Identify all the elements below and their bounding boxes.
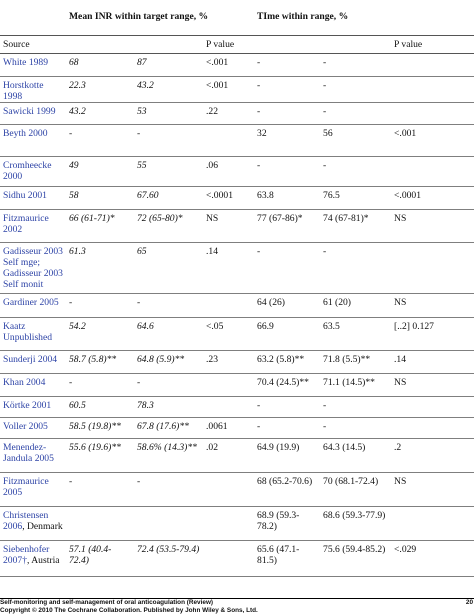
study-link[interactable]: Siebenhofer 2007†: [3, 543, 50, 566]
study-cell[interactable]: [0, 53, 66, 76]
pvalue-2-cell: NS: [391, 209, 474, 242]
header-pvalue-2: P value: [391, 35, 474, 53]
pvalue-1-cell: [203, 540, 254, 576]
value-c-cell: 77 (67-86)*: [254, 209, 320, 242]
value-c-cell: -: [254, 102, 320, 124]
value-a-cell: [66, 506, 134, 540]
pvalue-2-cell: [391, 53, 474, 76]
pvalue-1-cell: .22: [203, 102, 254, 124]
study-cell[interactable]: [0, 186, 66, 209]
header-source: Source: [0, 35, 66, 53]
study-link[interactable]: Sunderji 2004: [3, 353, 58, 365]
value-a-cell: 58.5 (19.8)**: [66, 417, 134, 438]
pvalue-1-cell: .0061: [203, 417, 254, 438]
value-a-cell: 43.2: [66, 102, 134, 124]
value-c-cell: 63.8: [254, 186, 320, 209]
study-link[interactable]: Menendez-Jandula 2005: [3, 441, 54, 464]
value-b-cell: 67.8 (17.6)**: [134, 417, 203, 438]
value-b-cell: -: [134, 472, 203, 506]
value-c-cell: 66.9: [254, 317, 320, 350]
study-cell[interactable]: [0, 417, 66, 438]
value-d-cell: -: [320, 76, 391, 102]
study-link[interactable]: Cromheecke 2000: [3, 159, 52, 182]
study-link[interactable]: Sawicki 1999: [3, 105, 56, 117]
study-cell[interactable]: [0, 350, 66, 373]
pvalue-2-cell: <.0001: [391, 186, 474, 209]
value-c-cell: 70.4 (24.5)**: [254, 373, 320, 396]
value-d-cell: -: [320, 156, 391, 186]
pvalue-2-cell: [391, 76, 474, 102]
page-number: 20: [465, 599, 473, 606]
value-d-cell: 75.6 (59.4-85.2): [320, 540, 391, 576]
value-d-cell: 76.5: [320, 186, 391, 209]
pvalue-2-cell: .14: [391, 350, 474, 373]
value-b-cell: -: [134, 124, 203, 156]
value-d-cell: 70 (68.1-72.4): [320, 472, 391, 506]
study-link[interactable]: White 1989: [3, 56, 49, 68]
pvalue-1-cell: [203, 506, 254, 540]
header-blank-d: [320, 35, 391, 53]
study-cell[interactable]: [0, 76, 66, 102]
pvalue-1-cell: [203, 293, 254, 317]
header-mean-inr: Mean INR within target range, %: [66, 0, 254, 35]
page-footer: [0, 598, 474, 616]
value-c-cell: -: [254, 242, 320, 293]
value-d-cell: 56: [320, 124, 391, 156]
value-d-cell: 63.5: [320, 317, 391, 350]
study-link[interactable]: Körtke 2001: [3, 399, 52, 411]
value-a-cell: 57.1 (40.4-72.4): [66, 540, 134, 576]
study-link[interactable]: Fitzmaurice 2005: [3, 475, 49, 498]
value-c-cell: 64.9 (19.9): [254, 438, 320, 472]
study-link[interactable]: Christensen 2006: [3, 509, 49, 532]
pvalue-1-cell: [203, 472, 254, 506]
value-b-cell: -: [134, 293, 203, 317]
value-c-cell: 68.9 (59.3-78.2): [254, 506, 320, 540]
header-blank-b: [134, 35, 203, 53]
value-c-cell: -: [254, 53, 320, 76]
pvalue-1-cell: .02: [203, 438, 254, 472]
pvalue-1-cell: [203, 124, 254, 156]
value-d-cell: 71.1 (14.5)**: [320, 373, 391, 396]
study-link[interactable]: Beyth 2000: [3, 127, 48, 139]
value-b-cell: 53: [134, 102, 203, 124]
value-d-cell: 61 (20): [320, 293, 391, 317]
value-c-cell: 63.2 (5.8)**: [254, 350, 320, 373]
value-a-cell: -: [66, 293, 134, 317]
value-a-cell: -: [66, 472, 134, 506]
header-blank-a: [66, 35, 134, 53]
study-cell[interactable]: [0, 540, 66, 576]
value-b-cell: 87: [134, 53, 203, 76]
table-row: [0, 53, 474, 76]
pvalue-2-cell: NS: [391, 373, 474, 396]
header-row-columns: [0, 35, 474, 53]
value-a-cell: 61.3: [66, 242, 134, 293]
pvalue-2-cell: <.001: [391, 124, 474, 156]
study-link[interactable]: Sidhu 2001: [3, 189, 47, 201]
value-b-cell: [134, 506, 203, 540]
value-d-cell: -: [320, 242, 391, 293]
study-cell[interactable]: [0, 102, 66, 124]
study-link[interactable]: Khan 2004: [3, 376, 46, 388]
study-cell[interactable]: [0, 209, 66, 242]
value-b-cell: 55: [134, 156, 203, 186]
table-row: [0, 540, 474, 576]
table-row: [0, 242, 474, 293]
value-c-cell: -: [254, 76, 320, 102]
table-row: [0, 438, 474, 472]
table-row: [0, 76, 474, 102]
pvalue-2-cell: [391, 242, 474, 293]
pvalue-1-cell: .23: [203, 350, 254, 373]
header-pvalue-1: P value: [203, 35, 254, 53]
value-b-cell: 43.2: [134, 76, 203, 102]
value-d-cell: 68.6 (59.3-77.9): [320, 506, 391, 540]
footer-title: Self-monitoring and self-management of oral anticoagulation (Review): [0, 599, 214, 606]
pvalue-2-cell: <.029: [391, 540, 474, 576]
value-d-cell: -: [320, 102, 391, 124]
value-b-cell: -: [134, 373, 203, 396]
header-time-in-range: TIme within range, %: [254, 0, 474, 35]
study-cell[interactable]: [0, 242, 66, 293]
study-country: , Denmark: [22, 520, 63, 532]
pvalue-1-cell: <.0001: [203, 186, 254, 209]
table-row: [0, 156, 474, 186]
table-row: [0, 186, 474, 209]
value-a-cell: -: [66, 373, 134, 396]
table-row: [0, 417, 474, 438]
study-cell[interactable]: [0, 293, 66, 317]
pvalue-1-cell: .06: [203, 156, 254, 186]
header-blank-c: [254, 35, 320, 53]
table-row: [0, 472, 474, 506]
value-a-cell: 54.2: [66, 317, 134, 350]
value-b-cell: 67.60: [134, 186, 203, 209]
study-country: , Austria: [26, 554, 60, 566]
study-link[interactable]: Fitzmaurice 2002: [3, 212, 49, 235]
pvalue-1-cell: <.001: [203, 53, 254, 76]
study-cell[interactable]: [0, 373, 66, 396]
table-row: [0, 124, 474, 156]
pvalue-1-cell: NS: [203, 209, 254, 242]
pvalue-2-cell: [391, 417, 474, 438]
value-c-cell: -: [254, 396, 320, 417]
pvalue-2-cell: NS: [391, 293, 474, 317]
value-c-cell: -: [254, 417, 320, 438]
value-a-cell: 49: [66, 156, 134, 186]
table-row: [0, 396, 474, 417]
pvalue-1-cell: .14: [203, 242, 254, 293]
pvalue-1-cell: [203, 373, 254, 396]
value-a-cell: 66 (61-71)*: [66, 209, 134, 242]
study-link[interactable]: Kaatz Unpublished: [3, 320, 53, 343]
table-row: [0, 350, 474, 373]
study-link[interactable]: Gardiner 2005: [3, 296, 59, 308]
pvalue-2-cell: [391, 396, 474, 417]
study-cell[interactable]: [0, 438, 66, 472]
value-d-cell: 64.3 (14.5): [320, 438, 391, 472]
pvalue-2-cell: [391, 102, 474, 124]
value-b-cell: 78.3: [134, 396, 203, 417]
study-cell[interactable]: [0, 156, 66, 186]
pvalue-1-cell: [203, 396, 254, 417]
study-cell[interactable]: [0, 124, 66, 156]
value-b-cell: 64.8 (5.9)**: [134, 350, 203, 373]
pvalue-2-cell: [..2] 0.127: [391, 317, 474, 350]
table-body: [0, 53, 474, 576]
value-d-cell: 74 (67-81)*: [320, 209, 391, 242]
value-c-cell: 64 (26): [254, 293, 320, 317]
table-row: [0, 293, 474, 317]
pvalue-2-cell: [391, 506, 474, 540]
table-row: [0, 317, 474, 350]
pvalue-2-cell: [391, 156, 474, 186]
value-a-cell: 58.7 (5.8)**: [66, 350, 134, 373]
value-b-cell: 72.4 (53.5-79.4): [134, 540, 203, 576]
pvalue-2-cell: .2: [391, 438, 474, 472]
study-cell[interactable]: [0, 506, 66, 540]
value-a-cell: 60.5: [66, 396, 134, 417]
value-c-cell: -: [254, 156, 320, 186]
value-a-cell: -: [66, 124, 134, 156]
pvalue-1-cell: <.05: [203, 317, 254, 350]
value-d-cell: -: [320, 53, 391, 76]
value-b-cell: 64.6: [134, 317, 203, 350]
study-link[interactable]: Horstkotte 1998: [3, 79, 44, 102]
table-row: [0, 506, 474, 540]
study-link[interactable]: Gadisseur 2003 Self mge; Gadisseur 2003 Self monit: [3, 245, 63, 290]
table-row: [0, 209, 474, 242]
value-b-cell: 58.6% (14.3)**: [134, 438, 203, 472]
study-cell[interactable]: [0, 396, 66, 417]
value-c-cell: 68 (65.2-70.6): [254, 472, 320, 506]
table-row: [0, 102, 474, 124]
study-cell[interactable]: [0, 317, 66, 350]
value-b-cell: 65: [134, 242, 203, 293]
pvalue-1-cell: <.001: [203, 76, 254, 102]
value-b-cell: 72 (65-80)*: [134, 209, 203, 242]
study-link[interactable]: Voller 2005: [3, 420, 48, 432]
header-row-groups: [0, 0, 474, 35]
study-cell[interactable]: [0, 472, 66, 506]
value-a-cell: 55.6 (19.6)**: [66, 438, 134, 472]
value-c-cell: 65.6 (47.1-81.5): [254, 540, 320, 576]
value-d-cell: -: [320, 396, 391, 417]
footer-copyright: Copyright © 2010 The Cochrane Collaboration. Published by John Wiley & Sons, Ltd.: [0, 607, 258, 614]
value-d-cell: 71.8 (5.5)**: [320, 350, 391, 373]
value-c-cell: 32: [254, 124, 320, 156]
value-a-cell: 22.3: [66, 76, 134, 102]
pvalue-2-cell: NS: [391, 472, 474, 506]
table-row: [0, 373, 474, 396]
value-a-cell: 68: [66, 53, 134, 76]
value-a-cell: 58: [66, 186, 134, 209]
value-d-cell: -: [320, 417, 391, 438]
header-blank-cell: [0, 0, 66, 35]
